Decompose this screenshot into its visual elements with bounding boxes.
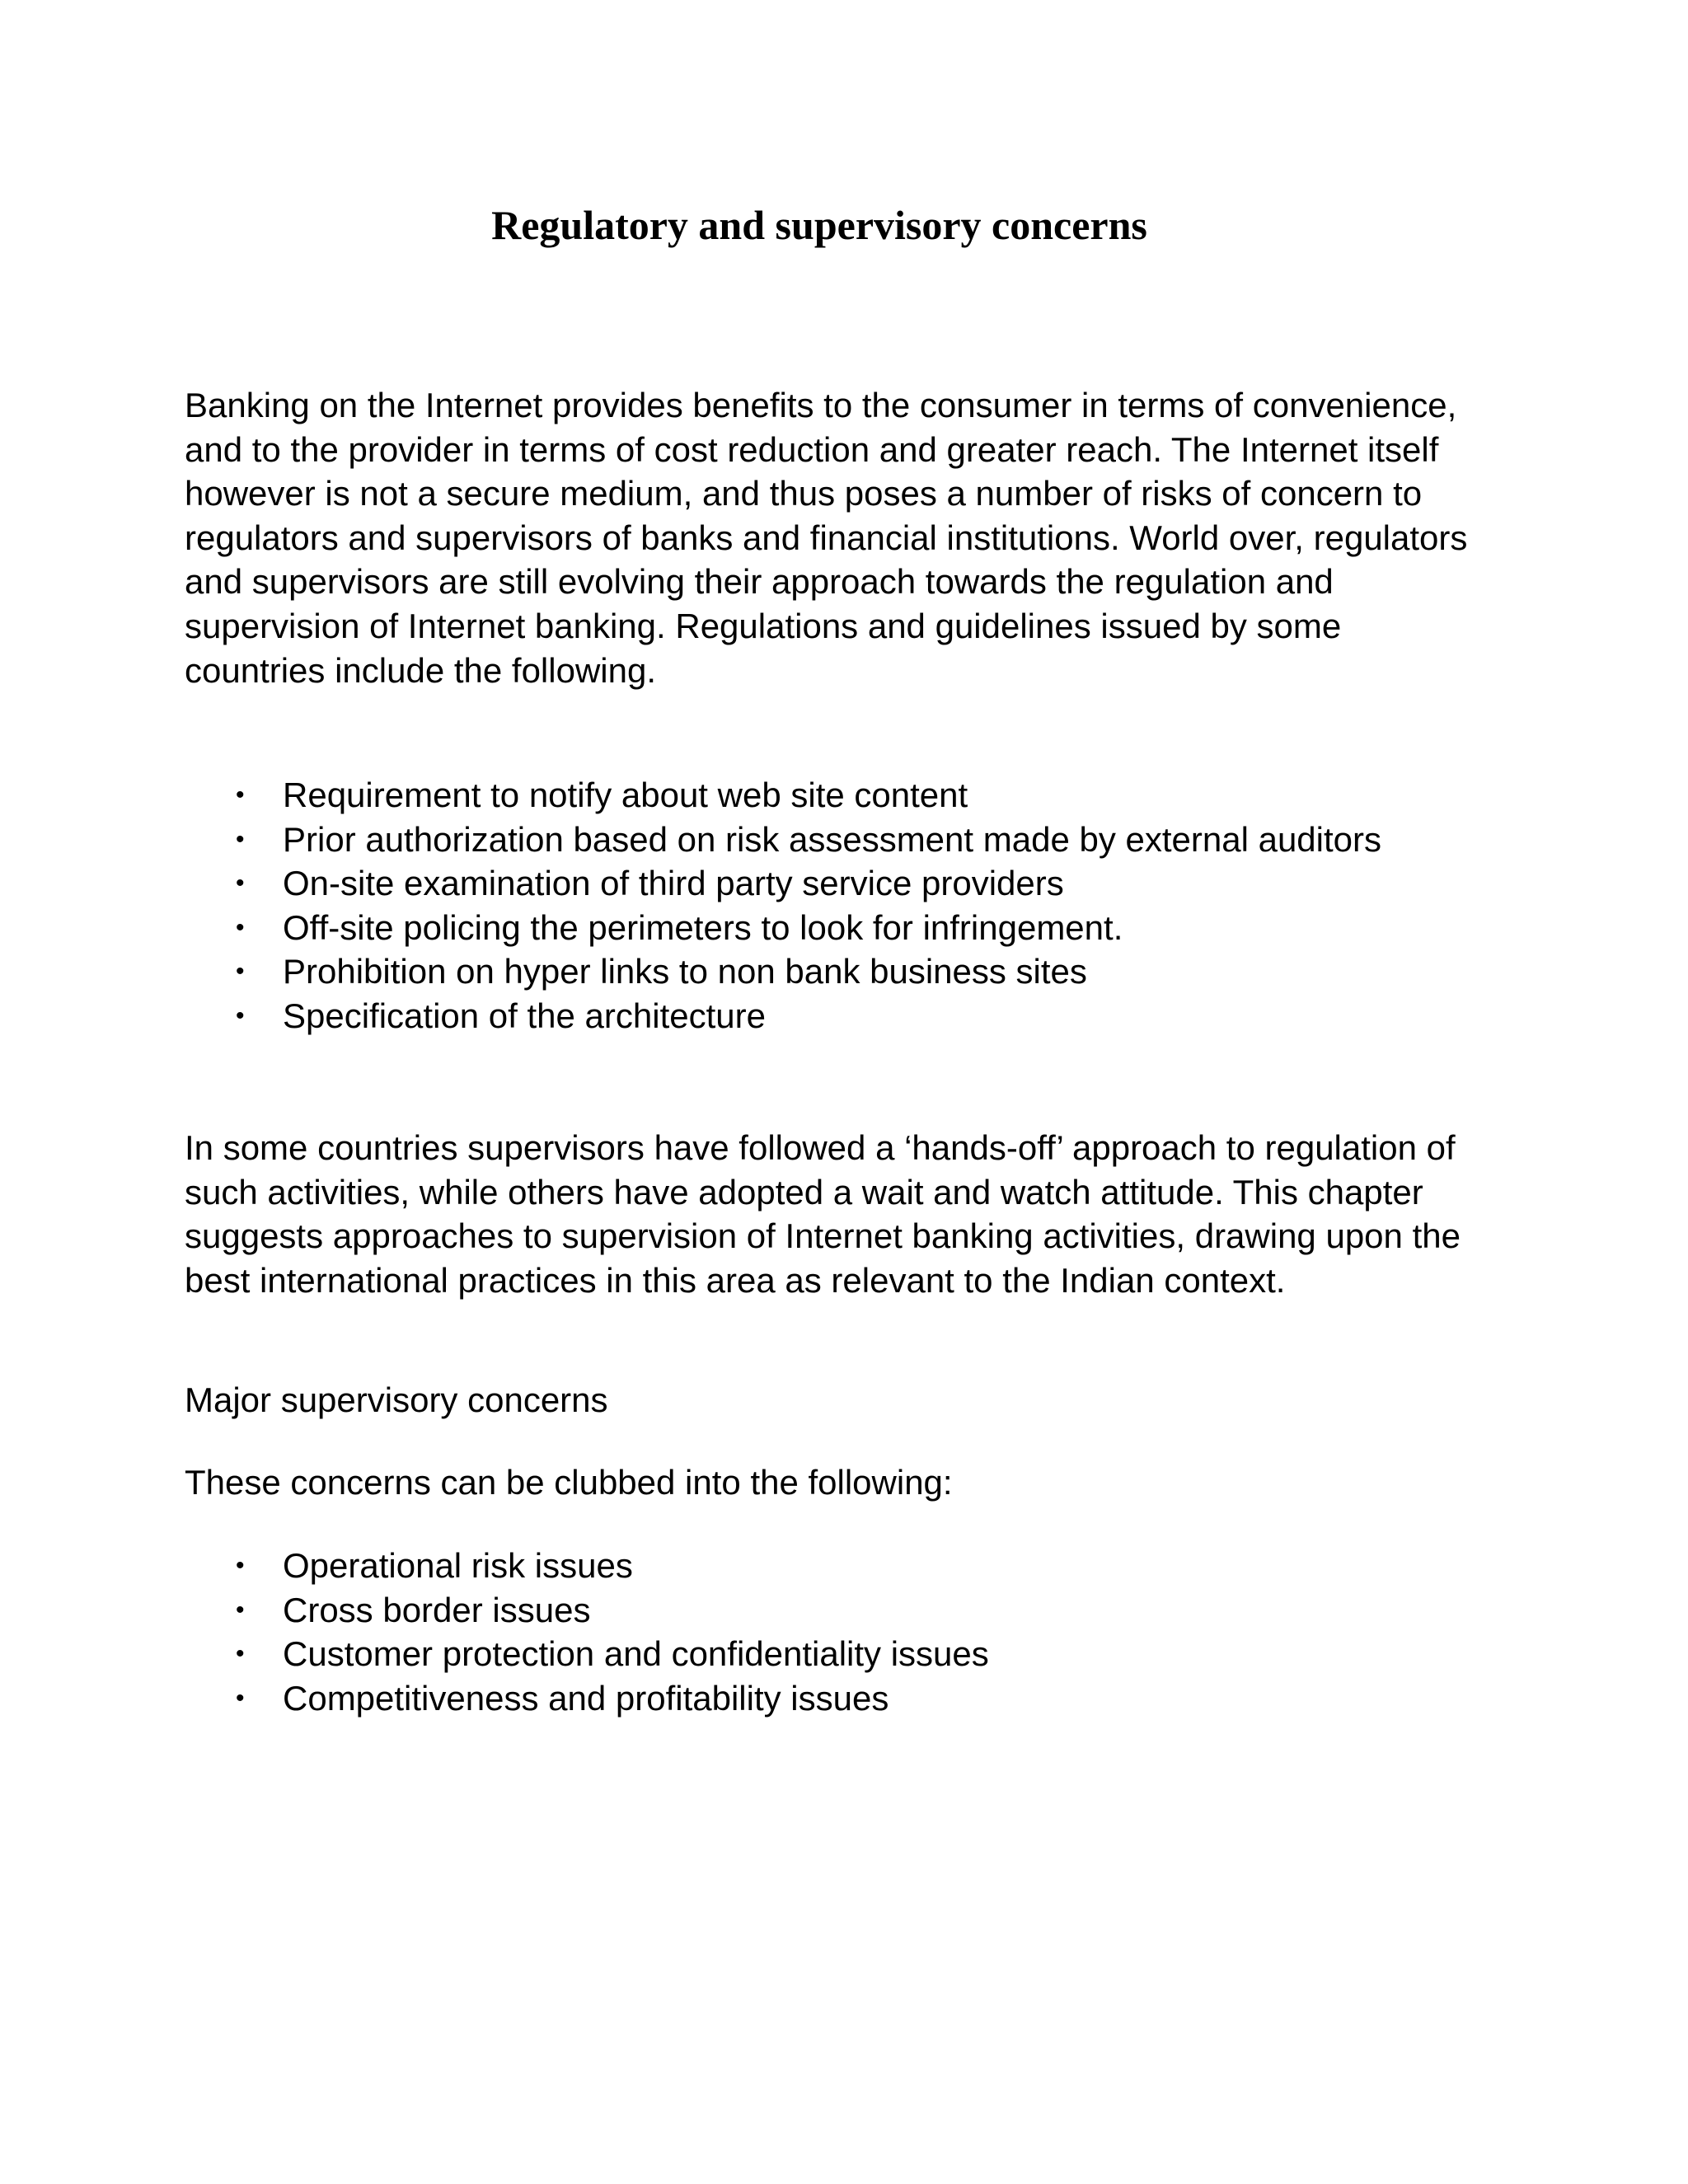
list-item: [185, 1544, 1421, 1588]
list-item-text: Competitiveness and profitability issues: [283, 1678, 889, 1718]
intro-paragraph: Banking on the Internet provides benefits to the consumer in terms of convenience, and to the provider in terms of cost reduction and greater reach. The Internet itself however is not a secure medium, and thus poses a number of risks of concern to regulators and supervisors of banks and financial institutions. World over, regulators and supervisors are still evolving their approach towards the regulation and supervision of Internet banking. Regulations and guidelines issued by some countries include the following.: [185, 386, 1468, 690]
concerns-intro: These concerns can be clubbed into the following:: [185, 1463, 953, 1502]
page-title: Regulatory and supervisory concerns: [491, 202, 1147, 248]
list-item-text: Customer protection and confidentiality issues: [283, 1634, 989, 1674]
bullet-icon: •: [236, 1596, 245, 1624]
list-item: [185, 818, 1421, 862]
list-item-text: Requirement to notify about web site content: [283, 776, 968, 814]
bullet-icon: •: [236, 958, 245, 986]
list-item: [185, 906, 1421, 950]
bullet-icon: •: [236, 913, 245, 941]
list-item-text: Prior authorization based on risk assessment made by external auditors: [283, 819, 1382, 859]
regulations-list: [185, 773, 1421, 1038]
bullet-icon: •: [236, 1684, 245, 1712]
list-item: [185, 1632, 1421, 1676]
list-item-text: Cross border issues: [283, 1590, 591, 1629]
list-item: [185, 994, 1421, 1038]
bullet-icon: •: [236, 869, 245, 898]
bullet-icon: •: [236, 825, 245, 853]
bullet-icon: •: [236, 1640, 245, 1668]
section-heading: Major supervisory concerns: [185, 1380, 608, 1419]
list-item: [185, 949, 1421, 994]
bullet-icon: •: [236, 1552, 245, 1579]
concerns-list: [185, 1544, 1421, 1720]
list-item: [185, 1676, 1421, 1721]
bullet-icon: •: [236, 1001, 245, 1029]
list-item: [185, 1588, 1421, 1633]
list-item-text: On-site examination of third party service providers: [283, 864, 1064, 903]
bullet-icon: •: [236, 781, 245, 808]
list-item-text: Operational risk issues: [283, 1546, 633, 1585]
list-item: [185, 861, 1421, 906]
list-item-text: Prohibition on hyper links to non bank business sites: [283, 952, 1087, 991]
list-item-text: Off-site policing the perimeters to look for infringement.: [283, 907, 1123, 947]
closing-paragraph: In some countries supervisors have followed a ‘hands-off’ approach to regulation of such activities, while others have adopted a wait and watch attitude. This chapter suggests approaches to supervision of Internet banking activities, drawing upon the best international practices in this area as relevant to the Indian context.: [185, 1128, 1461, 1300]
list-item-text: Specification of the architecture: [283, 996, 766, 1035]
list-item: [185, 773, 1421, 818]
